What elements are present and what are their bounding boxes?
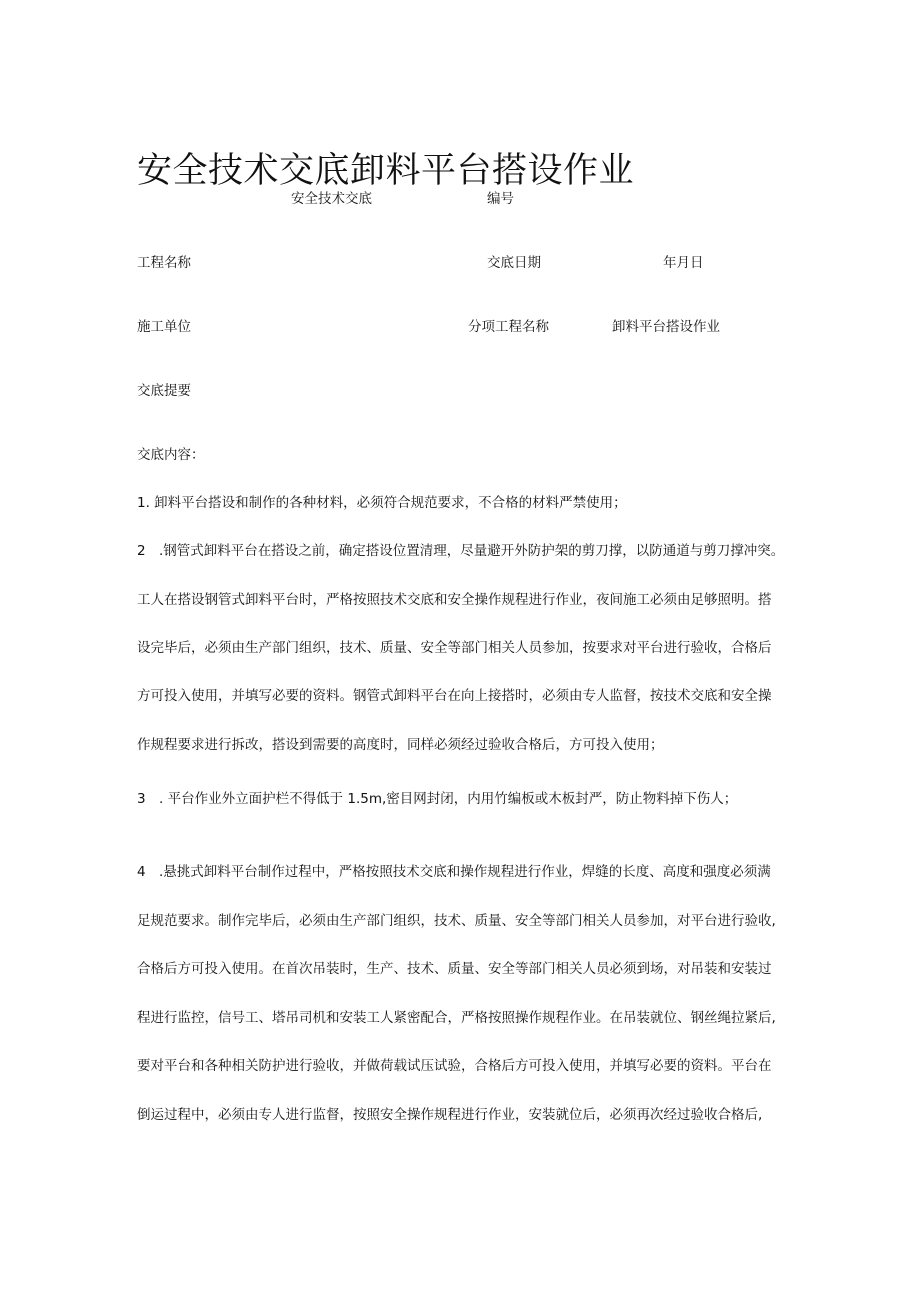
content-item-2-line-4: 方可投入使用，并填写必要的资料。钢管式卸料平台在向上接搭时，必须由专人监督，按技术交底和安全操 <box>137 688 772 704</box>
date-label: 交底日期 <box>487 255 541 271</box>
content-item-4-line-6: 倒运过程中，必须由专人进行监督，按照安全操作规程进行作业，安装就位后，必须再次经过验收合格后, <box>137 1107 763 1123</box>
content-item-1: 1. 卸料平台搭设和制作的各种材料，必须符合规范要求，不合格的材料严禁使用； <box>137 495 627 511</box>
date-value: 年月日 <box>663 255 704 271</box>
content-item-2-line-3: 设完毕后，必须由生产部门组织，技术、质量、安全等部门相关人员参加，按要求对平台进行验收，合格后 <box>137 640 772 656</box>
item-4-number: 4 <box>137 864 146 880</box>
form-name: 安全技术交底 <box>291 191 372 207</box>
content-item-4-line-4: 程进行监控，信号工、塔吊司机和安装工人紧密配合，严格按照操作规程作业。在吊装就位、钢丝绳拉紧后, <box>137 1010 776 1026</box>
content-item-2-line-2: 工人在搭设钢管式卸料平台时，严格按照技术交底和安全操作规程进行作业，夜间施工必须由足够照明。搭 <box>137 592 772 608</box>
content-item-3: 3 . 平台作业外立面护栏不得低于 1.5m,密目网封闭，内用竹编板或木板封严，防止物料掉下伤人； <box>137 791 738 807</box>
content-item-4-line-3: 合格后方可投入使用。在首次吊装时，生产、技术、质量、安全等部门相关人员必须到场，对吊装和安装过 <box>137 961 772 977</box>
number-label: 编号 <box>487 191 514 207</box>
item-2-number: 2 <box>137 543 146 559</box>
sub-project-label: 分项工程名称 <box>468 319 549 335</box>
item-3-number: 3 <box>137 791 146 807</box>
content-item-2-line-1: 2 .钢管式卸料平台在搭设之前，确定搭设位置清理，尽量避开外防护架的剪刀撑，以防通道与剪刀撑冲突。 <box>137 543 785 559</box>
project-name-label: 工程名称 <box>137 255 191 271</box>
content-item-4-line-5: 要对平台和各种相关防护进行验收，并做荷载试压试验，合格后方可投入使用，并填写必要的资料。平台在 <box>137 1058 772 1074</box>
content-item-2-line-5: 作规程要求进行拆改，搭设到需要的高度时，同样必须经过验收合格后，方可投入使用； <box>137 737 664 753</box>
document-title: 安全技术交底卸料平台搭设作业 <box>137 151 635 192</box>
content-label: 交底内容： <box>137 447 205 463</box>
content-item-4-line-2: 足规范要求。制作完毕后，必须由生产部门组织，技术、质量、安全等部门相关人员参加，对平台进行验收, <box>137 913 776 929</box>
construction-unit-label: 施工单位 <box>137 319 191 335</box>
summary-label: 交底提要 <box>137 383 191 399</box>
sub-project-value: 卸料平台搭设作业 <box>612 319 720 335</box>
content-item-4-line-1: 4 .悬挑式卸料平台制作过程中，严格按照技术交底和操作规程进行作业，焊缝的长度、高度和强度必须满 <box>137 864 771 880</box>
